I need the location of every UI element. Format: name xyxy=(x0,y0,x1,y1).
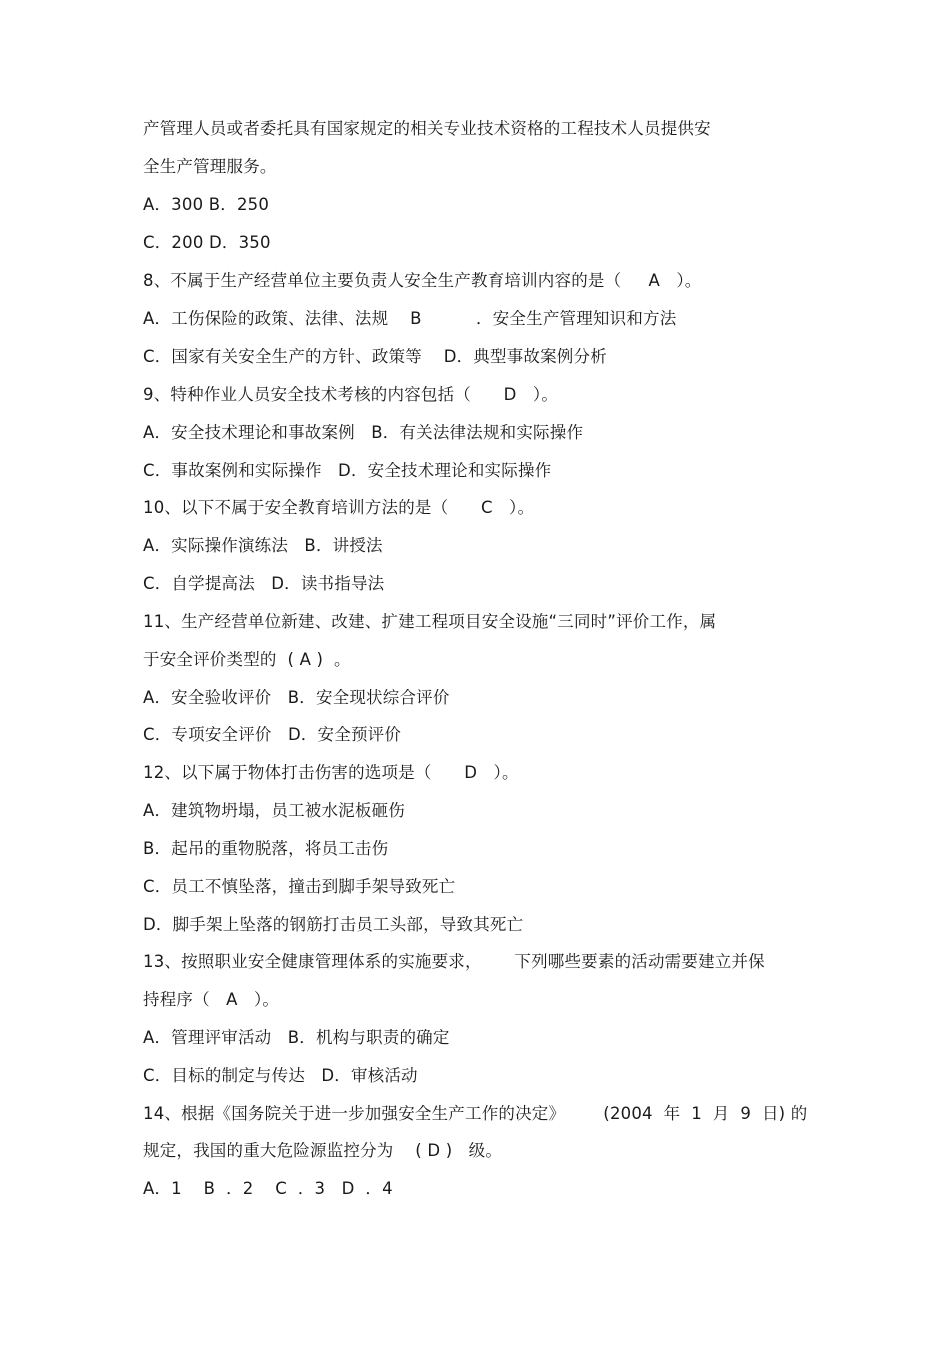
text-line: 全生产管理服务。 xyxy=(143,157,277,176)
option-line: A．安全验收评价 B．安全现状综合评价 xyxy=(143,688,450,707)
question-10: 10、以下不属于安全教育培训方法的是（ C ）。 xyxy=(143,498,535,517)
option-line: C．专项安全评价 D．安全预评价 xyxy=(143,725,402,744)
option-line: D．脚手架上坠落的钢筋打击员工头部，导致其死亡 xyxy=(143,915,524,934)
question-12: 12、以下属于物体打击伤害的选项是（ D ）。 xyxy=(143,763,519,782)
option-line: A．建筑物坍塌，员工被水泥板砸伤 xyxy=(143,801,405,820)
question-9: 9、特种作业人员安全技术考核的内容包括（ D ）。 xyxy=(143,385,559,404)
option-line: A．管理评审活动 B．机构与职责的确定 xyxy=(143,1028,450,1047)
option-line: C．员工不慎坠落，撞击到脚手架导致死亡 xyxy=(143,877,456,896)
text-line: 规定，我国的重大危险源监控分为 ( D ) 级。 xyxy=(143,1141,503,1160)
question-13: 13、按照职业安全健康管理体系的实施要求， 下列哪些要素的活动需要建立并保 xyxy=(143,952,765,971)
option-line: A．1 B ．2 C ．3 D ．4 xyxy=(143,1179,393,1198)
option-line: C．事故案例和实际操作 D．安全技术理论和实际操作 xyxy=(143,461,552,480)
question-11: 11、生产经营单位新建、改建、扩建工程项目安全设施“三同时”评价工作，属 xyxy=(143,612,717,631)
option-line: B．起吊的重物脱落，将员工击伤 xyxy=(143,839,389,858)
option-line: A．工伤保险的政策、法律、法规 B ．安全生产管理知识和方法 xyxy=(143,309,677,328)
option-line: A．安全技术理论和事故案例 B．有关法律法规和实际操作 xyxy=(143,423,584,442)
option-line: A．实际操作演练法 B．讲授法 xyxy=(143,536,383,555)
question-14: 14、根据《国务院关于进一步加强安全生产工作的决定》 (2004 年 1 月 9 日) 的 xyxy=(143,1104,808,1123)
question-8: 8、不属于生产经营单位主要负责人安全生产教育培训内容的是（ A ）。 xyxy=(143,271,702,290)
option-line: C．国家有关安全生产的方针、政策等 D．典型事故案例分析 xyxy=(143,347,607,366)
text-line: 持程序（ A ）。 xyxy=(143,990,280,1009)
option-line: A．300 B．250 xyxy=(143,195,270,214)
option-line: C．目标的制定与传达 D．审核活动 xyxy=(143,1066,418,1085)
option-line: C．200 D．350 xyxy=(143,233,271,252)
option-line: C．自学提高法 D．读书指导法 xyxy=(143,574,385,593)
text-line: 于安全评价类型的 ( A ) 。 xyxy=(143,650,351,669)
text-line: 产管理人员或者委托具有国家规定的相关专业技术资格的工程技术人员提供安 xyxy=(143,119,711,138)
